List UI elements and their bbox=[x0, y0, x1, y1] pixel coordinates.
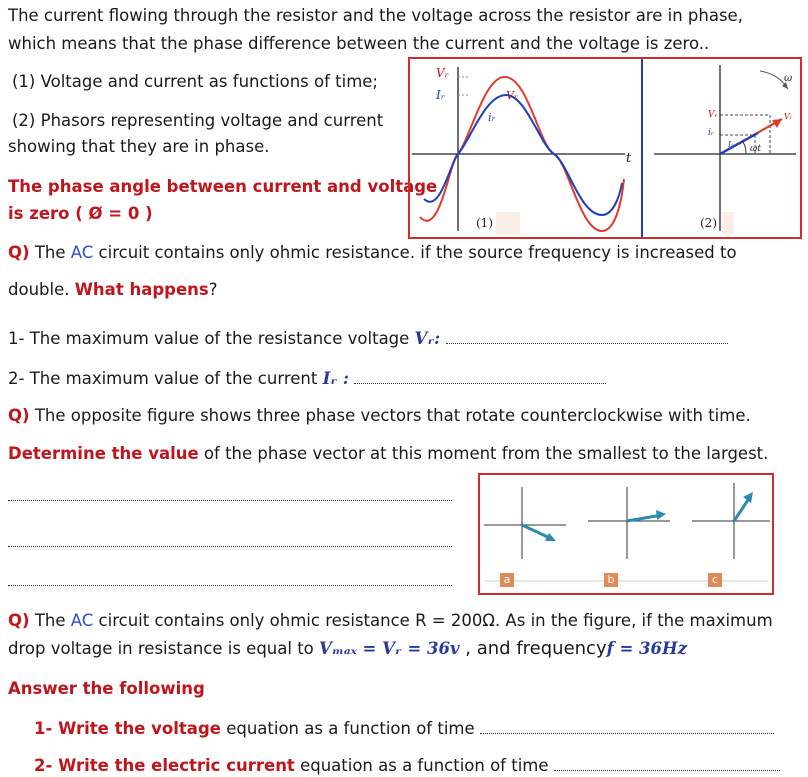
intro-line-1: The current flowing through the resistor and the voltage across the resistor are in phase, bbox=[8, 6, 743, 25]
caption-1: (1) bbox=[476, 216, 493, 230]
q3-freq: f = 36Hz bbox=[606, 639, 687, 658]
q3-item2-rest: equation as a function of time bbox=[294, 756, 549, 775]
omega-label: ω bbox=[784, 73, 793, 84]
q1-item-2 bbox=[8, 369, 606, 389]
wt-label: ωt bbox=[750, 144, 761, 154]
q1-qmark: ? bbox=[208, 280, 218, 299]
answer-blank[interactable] bbox=[554, 760, 780, 771]
tag-c: c bbox=[708, 573, 722, 587]
q3-item-2 bbox=[34, 756, 780, 776]
point-1: (1) Voltage and current as functions of time; bbox=[12, 72, 378, 91]
q3-pre: The bbox=[29, 611, 71, 630]
answer-blank-1[interactable] bbox=[8, 500, 452, 501]
q1-pre: The bbox=[29, 243, 71, 262]
q1-ac: AC bbox=[70, 243, 94, 262]
phase-figure bbox=[408, 57, 802, 239]
q1-line2-pre: double. bbox=[8, 280, 75, 299]
phasors-figure bbox=[478, 473, 774, 595]
ir-axis-tick-label: iᵣ bbox=[708, 128, 715, 138]
q3-item1-num: 1- bbox=[34, 719, 59, 738]
q3-item1-rest: equation as a function of time bbox=[220, 719, 475, 738]
q3-line-2 bbox=[8, 639, 687, 659]
point-2b: showing that they are in phase. bbox=[8, 137, 270, 156]
phase-angle-line-1: The phase angle between current and voltage bbox=[8, 177, 438, 196]
answer-blank[interactable] bbox=[446, 333, 728, 344]
q3-post: circuit contains only ohmic resistance R = 200Ω. As in the figure, if the maximum bbox=[93, 611, 773, 630]
tag-a: a bbox=[500, 573, 514, 587]
q2-line-1 bbox=[8, 406, 751, 426]
point-2a: (2) Phasors representing voltage and current bbox=[12, 111, 384, 130]
q1-item1-var: Vᵣ: bbox=[414, 329, 441, 348]
q2-marker: Q) bbox=[8, 406, 30, 425]
q1-item-1 bbox=[8, 329, 728, 349]
ir-curve-label: iᵣ bbox=[488, 111, 496, 124]
answer-blank[interactable] bbox=[480, 723, 774, 734]
phase-figure-svg bbox=[410, 59, 800, 237]
q3-item2-red: Write the electric current bbox=[58, 756, 295, 775]
q1-line-2 bbox=[8, 280, 217, 300]
answer-blank[interactable] bbox=[354, 373, 606, 384]
q2-rest: of the phase vector at this moment from the smallest to the largest. bbox=[198, 444, 769, 463]
caption-2: (2) bbox=[700, 216, 717, 230]
vr-axis-label: Vᵣ bbox=[436, 66, 449, 80]
vr-curve-label: Vᵣ bbox=[506, 89, 518, 102]
phase-angle-line-2: is zero ( Ø = 0 ) bbox=[8, 204, 153, 223]
q1-item2-var: Iᵣ : bbox=[322, 369, 349, 388]
q1-item2-text: 2- The maximum value of the current bbox=[8, 369, 323, 388]
q2-determine: Determine the value bbox=[8, 444, 199, 463]
answer-blank-2[interactable] bbox=[8, 546, 452, 547]
vr-phasor-label: Vᵣ bbox=[784, 112, 793, 121]
q1-what-happens: What happens bbox=[74, 280, 209, 299]
ir-phasor-label: Iᵣ bbox=[728, 140, 734, 149]
q1-marker: Q) bbox=[8, 243, 30, 262]
phasors-figure-svg bbox=[480, 475, 772, 593]
current-curve bbox=[424, 95, 622, 215]
q3-line-1 bbox=[8, 611, 773, 631]
q2-text: The opposite figure shows three phase vectors that rotate counterclockwise with time. bbox=[29, 406, 751, 425]
q2-line-2 bbox=[8, 444, 768, 464]
q1-post: circuit contains only ohmic resistance. if the source frequency is increased to bbox=[93, 243, 737, 262]
q3-vmax: Vₘₐₓ = Vᵣ = 36v bbox=[319, 639, 460, 658]
answer-blank-3[interactable] bbox=[8, 585, 452, 586]
tag-b: b bbox=[604, 573, 618, 587]
q3-marker: Q) bbox=[8, 611, 30, 630]
q3-item-1 bbox=[34, 719, 774, 739]
q3-ac: AC bbox=[70, 611, 94, 630]
q3-line2-pre: drop voltage in resistance is equal to bbox=[8, 639, 320, 658]
q3-item1-red: Write the voltage bbox=[58, 719, 221, 738]
answer-following: Answer the following bbox=[8, 679, 205, 698]
q3-freq-pre: , and frequency bbox=[459, 638, 607, 659]
q1-line-1 bbox=[8, 243, 737, 263]
intro-line-2: which means that the phase difference between the current and the voltage is zero.. bbox=[8, 34, 710, 53]
phasor-c bbox=[734, 497, 750, 521]
q1-item1-text: 1- The maximum value of the resistance voltage bbox=[8, 329, 415, 348]
q3-item2-num: 2- bbox=[34, 756, 59, 775]
ir-axis-label: Iᵣ bbox=[436, 88, 445, 102]
t-label: t bbox=[626, 151, 632, 166]
vr-axis-tick-label: Vᵣ bbox=[708, 110, 718, 120]
